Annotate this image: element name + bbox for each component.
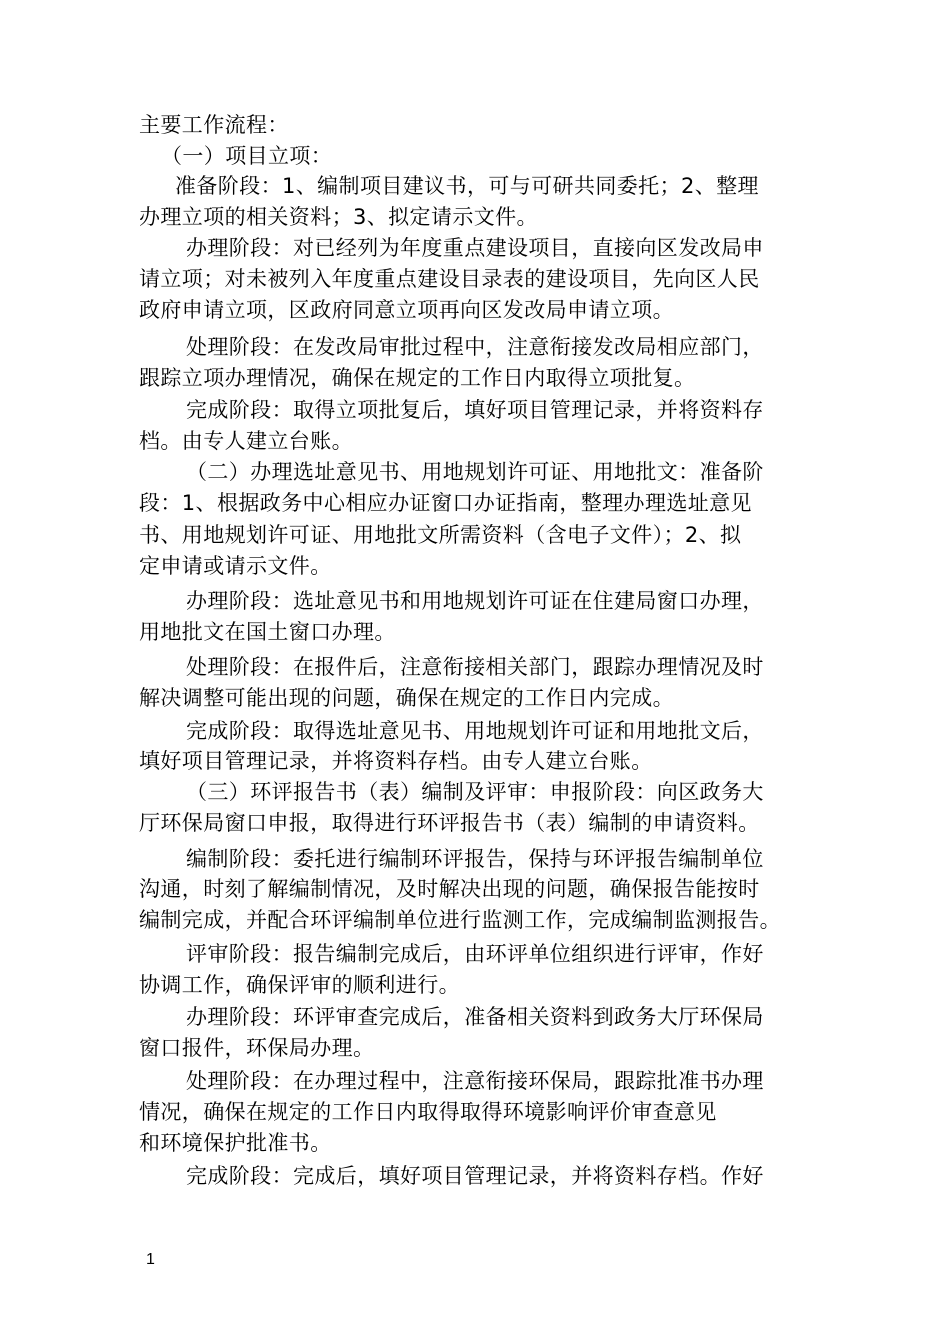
text-line-14: 书、用地规划许可证、用地批文所需资料（含电子文件）；2、拟	[139, 523, 742, 547]
section-heading-1: （一）项目立项：	[161, 144, 333, 168]
text-line-9: 跟踪立项办理情况，确保在规定的工作日内取得立项批复。	[139, 366, 696, 390]
text-line-30: 窗口报件，环保局办理。	[139, 1036, 375, 1060]
text-line-11: 档。由专人建立台账。	[139, 429, 353, 453]
text-line-10: 完成阶段：取得立项批复后，填好项目管理记录，并将资料存	[186, 398, 764, 422]
text-line-18: 处理阶段：在报件后，注意衔接相关部门，跟踪办理情况及时	[186, 655, 764, 679]
text-line-23: 厅环保局窗口申报，取得进行环评报告书（表）编制的申请资料。	[139, 811, 760, 835]
section-heading-2: （二）办理选址意见书、用地规划许可证、用地批文：准备阶	[186, 460, 764, 484]
text-line-3: 准备阶段：1、编制项目建议书，可与可研共同委托；2、整理	[175, 174, 759, 198]
text-line-20: 完成阶段：取得选址意见书、用地规划许可证和用地批文后，	[186, 719, 764, 743]
text-line-31: 处理阶段：在办理过程中，注意衔接环保局，跟踪批准书办理	[186, 1069, 764, 1093]
text-line-8: 处理阶段：在发改局审批过程中，注意衔接发改局相应部门，	[186, 335, 764, 359]
text-line-4: 办理立项的相关资料；3、拟定请示文件。	[139, 205, 538, 229]
text-line-25: 沟通，时刻了解编制情况，及时解决出现的问题，确保报告能按时	[139, 877, 760, 901]
text-line-5: 办理阶段：对已经列为年度重点建设项目，直接向区发改局申	[186, 236, 764, 260]
text-line-33: 和环境保护批准书。	[139, 1131, 332, 1155]
text-line-6: 请立项；对未被列入年度重点建设目录表的建设项目，先向区人民	[139, 267, 760, 291]
page-number: 1	[146, 1251, 155, 1268]
text-line-17: 用地批文在国土窗口办理。	[139, 620, 396, 644]
text-line-13: 段：1、根据政务中心相应办证窗口办证指南，整理办理选址意见	[139, 491, 752, 515]
text-line-34: 完成阶段：完成后，填好项目管理记录，并将资料存档。作好	[186, 1164, 764, 1188]
text-line-32: 情况，确保在规定的工作日内取得取得环境影响评价审查意见	[139, 1100, 717, 1124]
text-line-29: 办理阶段：环评审查完成后，准备相关资料到政务大厅环保局	[186, 1005, 764, 1029]
text-line-16: 办理阶段：选址意见书和用地规划许可证在住建局窗口办理，	[186, 589, 764, 613]
section-heading-3: （三）环评报告书（表）编制及评审：申报阶段：向区政务大	[186, 780, 764, 804]
text-line-15: 定申请或请示文件。	[139, 554, 332, 578]
text-line-24: 编制阶段：委托进行编制环评报告，保持与环评报告编制单位	[186, 847, 764, 871]
text-line-28: 协调工作，确保评审的顺利进行。	[139, 973, 460, 997]
text-line-7: 政府申请立项，区政府同意立项再向区发改局申请立项。	[139, 298, 674, 322]
text-line-27: 评审阶段：报告编制完成后，由环评单位组织进行评审，作好	[186, 942, 764, 966]
text-line-1: 主要工作流程：	[139, 113, 289, 137]
text-line-19: 解决调整可能出现的问题，确保在规定的工作日内完成。	[139, 686, 674, 710]
text-line-26: 编制完成，并配合环评编制单位进行监测工作，完成编制监测报告。	[139, 908, 781, 932]
text-line-21: 填好项目管理记录，并将资料存档。由专人建立台账。	[139, 749, 653, 773]
